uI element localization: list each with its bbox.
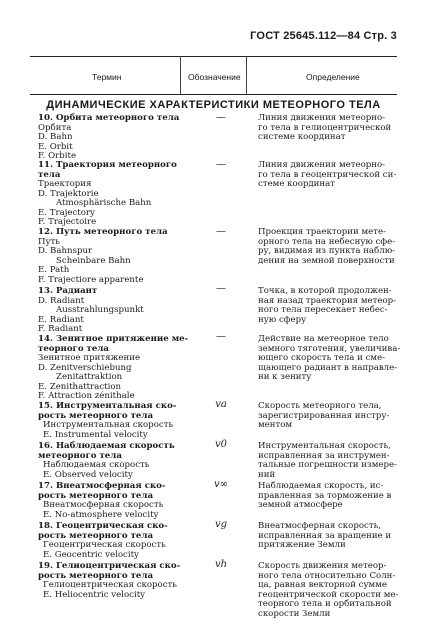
term-definition	[258, 402, 404, 431]
term-heading: 14. Зенитное притяжение ме-	[38, 334, 189, 344]
definition-line: Линия движения метеорно-	[258, 160, 386, 170]
term-line: E. Radiant	[38, 314, 84, 325]
term-entry	[38, 335, 198, 402]
definition-line: ного тела относительно Солн-	[258, 570, 396, 581]
term-entry	[38, 442, 198, 480]
term-definition	[258, 114, 404, 143]
term-definition	[258, 161, 404, 190]
term-line: Зенитное притяжение	[38, 353, 141, 363]
column-header-designation: Обозначение	[188, 72, 241, 82]
term-line: Гелиоцентрическая скорость	[43, 580, 177, 590]
term-line: E. Instrumental velocity	[43, 429, 148, 440]
term-definition	[258, 522, 404, 551]
term-heading: 16. Наблюдаемая скорость	[38, 441, 175, 451]
term-symbol: v∞	[214, 479, 228, 490]
definition-line: орного тела на небесную сфе-	[258, 236, 396, 247]
definition-line: стеме координат	[258, 179, 335, 190]
term-line: F. Orbite	[38, 151, 77, 161]
term-entry	[38, 522, 198, 560]
term-heading: рость метеорного тела	[38, 530, 154, 541]
page-header: ГОСТ 25645.112—84 Стр. 3	[250, 30, 397, 42]
term-line: F. Attraction zénithale	[38, 391, 135, 401]
definition-line: ного тела пересекает небес-	[258, 305, 388, 316]
column-header-term: Термин	[92, 72, 122, 82]
definition-line: ца, равная векторной сумме	[258, 580, 387, 591]
term-line: D. Bahnspur	[38, 246, 93, 256]
definition-line: Скорость движения метеор-	[258, 561, 387, 571]
definition-line: щающего радиант в направле-	[258, 362, 398, 373]
term-heading: тела	[38, 169, 61, 180]
term-line: E. Trajectory	[38, 207, 95, 218]
term-heading: 17. Внеатмосферная ско-	[38, 481, 166, 491]
definition-line: Наблюдаемая скорость, ис-	[258, 481, 384, 491]
term-line: E. Geocentric velocity	[43, 549, 139, 560]
definition-line: ментом	[258, 420, 293, 431]
term-definition	[258, 442, 404, 480]
term-symbol: —	[216, 226, 226, 237]
definition-line: Инструментальная скорость,	[258, 441, 391, 451]
definition-line: правленная за торможение в	[258, 490, 392, 501]
term-heading: 18. Геоцентрическая ско-	[38, 521, 168, 531]
term-entry	[38, 114, 198, 162]
definition-line: го тела в геоцентрической си-	[258, 169, 397, 180]
column-header-definition: Определение	[306, 72, 360, 82]
definition-line: теорного тела и орбитальной	[258, 599, 392, 610]
term-heading: рость метеорного тела	[38, 410, 154, 421]
definition-line: зарегистрированная инстру-	[258, 410, 390, 421]
term-symbol: vg	[214, 519, 228, 530]
definition-line: Точка, в которой продолжен-	[258, 286, 392, 296]
term-symbol: vh	[214, 559, 228, 570]
term-definition	[258, 482, 404, 511]
term-line: E. Orbit	[38, 141, 73, 152]
term-entry	[38, 228, 198, 285]
term-line: Внеатмосферная скорость	[43, 500, 164, 510]
definition-line: Линия движения метеорно-	[258, 113, 386, 123]
term-heading: теорного тела	[38, 343, 109, 354]
term-entry	[38, 287, 198, 335]
term-line: Путь	[38, 236, 60, 247]
term-symbol: —	[216, 283, 226, 294]
definition-line: притяжение Земли	[258, 540, 346, 551]
term-line: Zenitattraktion	[56, 372, 123, 382]
term-line: F. Radiant	[38, 324, 83, 334]
definition-line: ру, видимая из пункта наблю-	[258, 246, 396, 257]
term-entry	[38, 161, 198, 228]
definition-line: Внеатмосферная скорость,	[258, 521, 382, 531]
term-line: E. No-atmosphere velocity	[43, 509, 159, 520]
definition-line: Скорость метеорного тела,	[258, 401, 382, 411]
definition-line: исправленная за вращение и	[258, 530, 392, 541]
term-symbol: va	[215, 399, 227, 410]
term-line: Траектория	[38, 179, 92, 189]
definition-line: Проекция траектории мете-	[258, 227, 386, 237]
term-entry	[38, 402, 198, 440]
definition-line: го тела в гелиоцентрической	[258, 122, 392, 133]
column-divider	[180, 56, 181, 94]
term-line: F. Trajectiore apparente	[38, 274, 144, 285]
definition-line: дения на земной поверхности	[258, 255, 395, 266]
term-line: E. Path	[38, 265, 70, 275]
table-header-rule	[30, 94, 397, 95]
term-line: Scheinbare Bahn	[56, 255, 131, 266]
term-definition	[258, 287, 404, 325]
table-top-rule	[30, 56, 397, 57]
term-symbol: —	[216, 112, 226, 123]
definition-line: тальные погрешности измере-	[258, 460, 397, 471]
term-heading: 10. Орбита метеорного тела	[38, 113, 180, 123]
term-symbol: —	[216, 331, 226, 342]
definition-line: ющего скорость тела и сме-	[258, 353, 386, 364]
term-line: F. Trajectoire	[38, 217, 97, 227]
definition-line: скорости Земли	[258, 608, 331, 619]
term-heading: 13. Радиант	[38, 286, 98, 296]
term-heading: рость метеорного тела	[38, 490, 154, 501]
term-line: D. Radiant	[38, 295, 85, 306]
term-line: E. Zenithattraction	[38, 381, 122, 392]
term-line: E. Heliocentric velocity	[43, 589, 146, 600]
term-line: Геоцентрическая скорость	[43, 540, 166, 550]
term-definition	[258, 228, 404, 266]
term-heading: 19. Гелиоцентрическая ско-	[38, 561, 181, 571]
term-entry	[38, 482, 198, 520]
term-line: Орбита	[38, 122, 72, 133]
term-line: E. Observed velocity	[43, 469, 133, 480]
term-line: Наблюдаемая скорость	[43, 460, 150, 470]
section-title: ДИНАМИЧЕСКИЕ ХАРАКТЕРИСТИКИ МЕТЕОРНОГО ТЕЛА	[46, 99, 381, 111]
term-entry	[38, 562, 198, 600]
term-heading: 11. Траектория метеорного	[38, 160, 177, 170]
term-line: Инструментальная скорость	[43, 420, 174, 430]
definition-line: системе координат	[258, 132, 346, 143]
definition-line: исправленная за инструмен-	[258, 450, 390, 461]
definition-line: ний	[258, 469, 276, 480]
term-line: D. Bahn	[38, 132, 73, 142]
definition-line: ную сферу	[258, 314, 307, 325]
term-heading: 12. Путь метеорного тела	[38, 227, 168, 237]
term-symbol: —	[216, 159, 226, 170]
column-divider	[246, 56, 247, 94]
term-line: Atmosphärische Bahn	[56, 198, 152, 208]
term-line: D. Zenitverschiebung	[38, 362, 132, 373]
definition-line: геоцентрической скорости ме-	[258, 589, 399, 600]
term-line: D. Trajektorie	[38, 188, 99, 199]
term-symbol: v0	[214, 439, 227, 450]
term-definition	[258, 335, 404, 383]
term-heading: рость метеорного тела	[38, 570, 154, 581]
definition-line: ная назад траектория метеор-	[258, 295, 397, 306]
definition-line: земной атмосфере	[258, 500, 343, 511]
definition-line: земного тяготения, увеличива-	[258, 343, 401, 354]
term-heading: 15. Инструментальная ско-	[38, 401, 177, 411]
term-definition	[258, 562, 404, 620]
definition-line: Действие на метеорное тело	[258, 334, 389, 344]
term-heading: метеорного тела	[38, 450, 122, 461]
definition-line: ни к зениту	[258, 372, 312, 383]
term-line: Ausstrahlungspunkt	[56, 305, 144, 315]
